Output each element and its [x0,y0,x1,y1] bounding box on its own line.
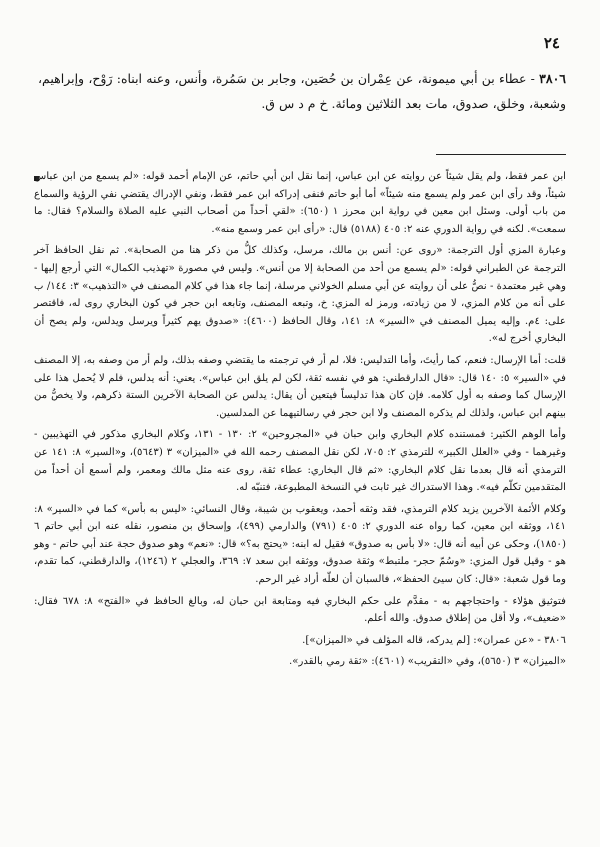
footnote-paragraph: فتوثيق هؤلاء - واحتجاجهم به - مقدَّم على حكم البخاري فيه ومتابعة ابن حبان له، وبالغ الحافظ في «الفتح» ٨: ٦٧٨ فقال: «ضعيف»، ولا أقل من إطلاق صدوق. والله أعلم. [34,595,567,625]
entry-text: - عطاء بن أبي ميمونة، عن عِمْران بن حُصَين، وجابر بن سَمُرة، وأنس، وعنه ابناه: رَوْح، وإبراهيم، وشعبة، وخلق، صدوق، مات بعد الثلاثين ومائة. خ م د س ق. [38,71,566,111]
biography-entry [38,66,566,116]
footnote-paragraph: قلت: أما الإرسال: فنعم، كما رأيتَ، وأما التدليس: فلا، لم أر في ترجمته ما يقتضي وصفه بذلك، ولم أر من وصفه به، إلا المصنف في «السير» ٥: ١٤٠ قال: «قال الدارقطني: هو في نفسه ثقة، لكن لم يلق ابن عباس». يعني: أنه يدلس، فلم لا يُحمل هذا على الإرسال كما وصفه به أول كلامه. فإن كان هذا تدليساً فيتعين أن يقال: يدلس عن الصحابة الآخرين الستة ذكرهم، ولا يخصُّ من بينهم ابن عباس، ولذلك لم يذكره المصنف ولا ابن حجر في رسالتيهما عن المدلسين. [34,354,567,419]
entry-number: ٣٨٠٦ [539,71,566,86]
footnote-separator [436,154,566,155]
footnote-paragraph: ابن عمر فقط، ولم يقل شيئاً عن روايته عن ابن عباس، إنما نقل ابن أبي حاتم، عن الإمام أحمد قوله: «لم يسمع من ابن عباس شيئاً، وقد رأى ابن عمر ولم يسمع منه شيئاً» أما أبو حاتم فنفى إدراكه ابن عمر فقط، ونفي الإدراك يقتضي نفي الرؤية والسماع من باب أولى. وسئل ابن معين في رواية ابن محرز ١ (٦٥٠): «لقي أحداً من أصحاب النبي عليه الصلاة والسلام؟ فقال: ما سمعت». لكنه في رواية الدوري عنه ٢: ٤٠٥ (٥١٨٨) قال: «رأى ابن عمر وسمع منه». [34,171,566,235]
footnote-paragraph: «الميزان» ٣ (٥٦٥٠)، وفي «التقريب» (٤٦٠١): «ثقة رمي بالقدر». [289,656,566,668]
footnote-paragraph: ٣٨٠٦ - «عن عمران»: [لم يدركه، قاله المؤلف في «الميزان»]. [302,634,566,646]
footnote-paragraph: وعبارة المزي أول الترجمة: «روى عن: أنس بن مالك، مرسل، وكذلك كلُّ من ذكر هنا من الصحابة». ثم نقل الحافظ آخر الترجمة عن الطبراني قوله: «لم يسمع من أحد من الصحابة إلا من أنس». وليس في مصورة «تهذيب الكمال» التي أرجع إليها - وهي غير معتمدة - نصُّ على أن روايته عن أبي مسلم الخولاني مرسلة، إنما جاء هذا في كلام المصنف في «التذهيب» ٣: ١٤٤/ ب على أنه من كلام المزي، لا من زيادته، ورمز له المزي: خ، وتبعه المصنف، وتابعه ابن حجر في كون البخاري روى له، فاقتصر على: ٤م. وإليه يميل المصنف في «السير» ٨: ١٤١، وقال الحافظ (٤٦٠٠): «صدوق يهم كثيراً ويرسل ويدلس، ولم يصح أن البخاري أخرج له». [34,245,566,345]
footnotes [34,168,566,675]
page-number: ٢٤ [543,34,560,52]
footnote-paragraph: وكلام الأئمة الآخرين يزيد كلام الترمذي، فقد وثقه أحمد، ويعقوب بن شيبة، وقال النسائي: «ليس به بأس» كما في «السير» ٨: ١٤١، ووثقه ابن معين، كما رواه عنه الدوري ٢: ٤٠٥ (٧٩١) والدارمي (٤٩٩)، وإسحاق بن منصور، نقله عنه ابن أبي حاتم ٦ (١٨٥٠)، وحكى عن أبيه أنه قال: «لا بأس به صدوق» فقيل له ابنه: «يحتج به؟» قال: «نعم» وهو صدوق حجة عند أبي حاتم - وهو هو - وقيل قول المزي: «وسُمّ حجر- ملتبط» وثقة صدوق، ووثقه ابن سعد ٧: ٣٦٩، والعجلي ٢ (١٢٤٦)، والدارقطني، كما تقدم، وما قول شعبة: «قال: كان سيئ الحفظ»، فالسبان أن لعلّه أراد غير الرحم. [34,503,567,586]
footnote-paragraph: وأما الوهم الكثير: فمستنده كلام البخاري وابن حبان في «المجروحين» ٢: ١٣٠ - ١٣١، وكلام البخاري مذكور في التهذيبين - وغيرهما - وفي «العلل الكبير» للترمذي ٢: ٧٠٥، لكن نقل المصنف رحمه الله في «الميزان» ٣ (٥٦٤٣)، و«السير» ٨: ١٤١ عن الترمذي أنه قال بعدما نقل كلام البخاري: «ثم قال البخاري: عطاء ثقة، روى عنه مثل مالك ومعمر، ولم أسمع أن أحداً من المتقدمين تكلّم فيه». وهذا الاستدراك غير ثابت في النسخة المطبوعة، فتنبّه له. [34,429,567,494]
